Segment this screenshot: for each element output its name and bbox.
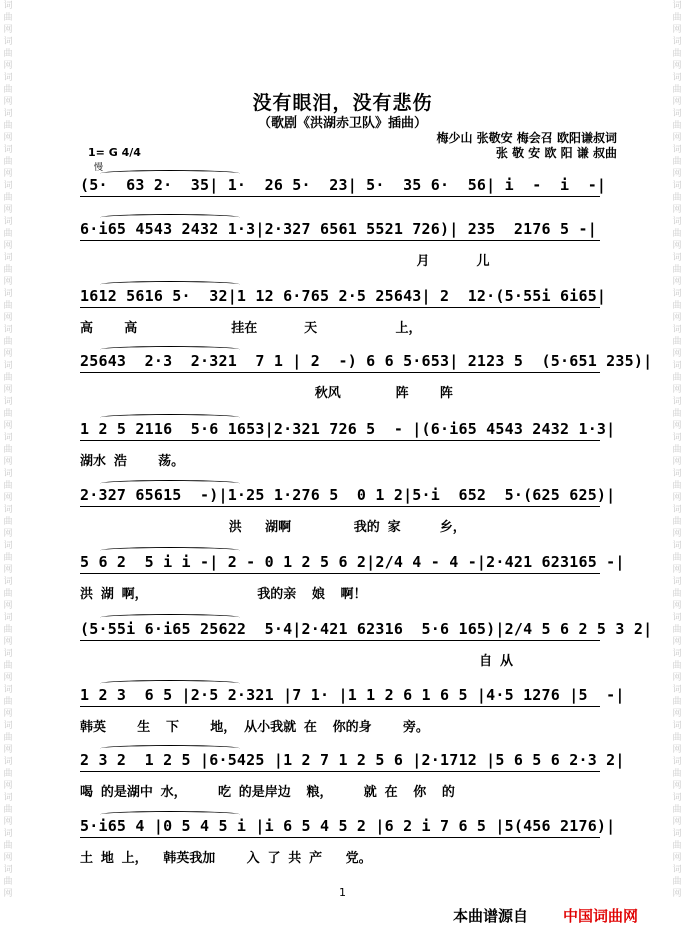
time-signature: 4/4 bbox=[121, 146, 141, 159]
slur-arc bbox=[100, 170, 240, 177]
beam-underline bbox=[80, 506, 600, 507]
watermark-left: 词曲网词曲网词曲网词曲网词曲网词曲网词曲网词曲网词曲网词曲网词曲网词曲网词曲网词曲网词曲网词曲网词曲网词曲网词曲网词曲网词曲网词曲网词曲网词曲网词曲网 bbox=[3, 1, 13, 899]
lyric-line: 韩英 生 下 地， 从小我就 在 你的身 旁。 bbox=[80, 720, 429, 735]
key-signature bbox=[88, 146, 141, 159]
beam-underline bbox=[80, 771, 600, 772]
lyric-line: 土 地 上， 韩英我加 入 了 共 产 党。 bbox=[80, 851, 372, 866]
beam-underline bbox=[80, 706, 600, 707]
slur-arc bbox=[100, 680, 240, 687]
beam-underline bbox=[80, 440, 600, 441]
lyricists: 梅少山 张敬安 梅会召 欧阳谦叔词 bbox=[436, 131, 617, 145]
beam-underline bbox=[80, 307, 600, 308]
song-subtitle: （歌剧《洪湖赤卫队》插曲） bbox=[257, 116, 427, 131]
slur-arc bbox=[100, 614, 240, 621]
notation-line: 25643 2·3 2·321 7 1 | 2 -) 6 6 5·653| 2123 5 (5·651 235)| bbox=[80, 352, 653, 370]
notation-line: 1612 5616 5· 32|1 12 6·765 2·5 25643| 2 12·(5·55i 6i65| bbox=[80, 287, 607, 305]
lyric-line: 秋风 阵 阵 bbox=[80, 386, 453, 401]
beam-underline bbox=[80, 837, 600, 838]
notation-line: 1 2 5 2116 5·6 1653|2·321 726 5 - |(6·i65 4543 2432 1·3| bbox=[80, 420, 616, 438]
page-number: 1 bbox=[339, 886, 346, 899]
beam-underline bbox=[80, 372, 600, 373]
composers: 张 敬 安 欧 阳 谦 叔曲 bbox=[495, 146, 617, 160]
source-site: 中国词曲网 bbox=[563, 907, 639, 925]
lyric-line: 洪 湖啊 我的 家 乡， bbox=[80, 520, 466, 535]
beam-underline bbox=[80, 573, 600, 574]
lyric-line: 自 从 bbox=[80, 654, 513, 669]
key-label: 1= G bbox=[88, 146, 118, 159]
notation-line: (5·55i 6·i65 25622 5·4|2·421 62316 5·6 165)|2/4 5 6 2 5 3 2| bbox=[80, 620, 653, 638]
slur-arc bbox=[100, 745, 240, 752]
slur-arc bbox=[100, 811, 240, 818]
watermark-right: 词曲网词曲网词曲网词曲网词曲网词曲网词曲网词曲网词曲网词曲网词曲网词曲网词曲网词曲网词曲网词曲网词曲网词曲网词曲网词曲网词曲网词曲网词曲网词曲网词曲网 bbox=[672, 1, 682, 899]
tempo-marking: 慢 bbox=[94, 163, 104, 173]
notation-line: 2·327 65615 -)|1·25 1·276 5 0 1 2|5·i 652 5·(625 625)| bbox=[80, 486, 616, 504]
notation-line: 2 3 2 1 2 5 |6·5425 |1 2 7 1 2 5 6 |2·1712 |5 6 5 6 2·3 2| bbox=[80, 751, 625, 769]
notation-line: 6·i65 4543 2432 1·3|2·327 6561 5521 726)| 235 2176 5 -| bbox=[80, 220, 597, 238]
song-title: 没有眼泪，没有悲伤 bbox=[252, 92, 433, 114]
slur-arc bbox=[100, 214, 240, 221]
slur-arc bbox=[100, 547, 240, 554]
notation-line: 5 6 2 5 i i -| 2 - 0 1 2 5 6 2|2/4 4 - 4 -|2·421 623165 -| bbox=[80, 553, 625, 571]
lyric-line: 湖水 浩 荡。 bbox=[80, 454, 185, 469]
beam-underline bbox=[80, 240, 600, 241]
beam-underline bbox=[80, 640, 600, 641]
lyric-line: 洪 湖 啊， 我的亲 娘 啊！ bbox=[80, 587, 367, 602]
slur-arc bbox=[100, 346, 240, 353]
source-label: 本曲谱源自 bbox=[453, 907, 529, 925]
notation-line: (5· 63 2· 35| 1· 26 5· 23| 5· 35 6· 56| i - i -| bbox=[80, 176, 607, 194]
lyric-line: 高 高 挂在 天 上， bbox=[80, 321, 422, 336]
slur-arc bbox=[100, 480, 240, 487]
slur-arc bbox=[100, 281, 240, 288]
beam-underline bbox=[80, 196, 600, 197]
credits bbox=[436, 131, 617, 161]
slur-arc bbox=[100, 414, 240, 421]
notation-line: 5·i65 4 |0 5 4 5 i |i 6 5 4 5 2 |6 2 i 7 6 5 |5(456 2176)| bbox=[80, 817, 616, 835]
lyric-line: 月 儿 bbox=[80, 254, 490, 269]
notation-line: 1 2 3 6 5 |2·5 2·321 |7 1· |1 1 2 6 1 6 5 |4·5 1276 |5 -| bbox=[80, 686, 625, 704]
lyric-line: 喝 的是湖中 水， 吃 的是岸边 粮， 就 在 你 的 bbox=[80, 785, 455, 800]
